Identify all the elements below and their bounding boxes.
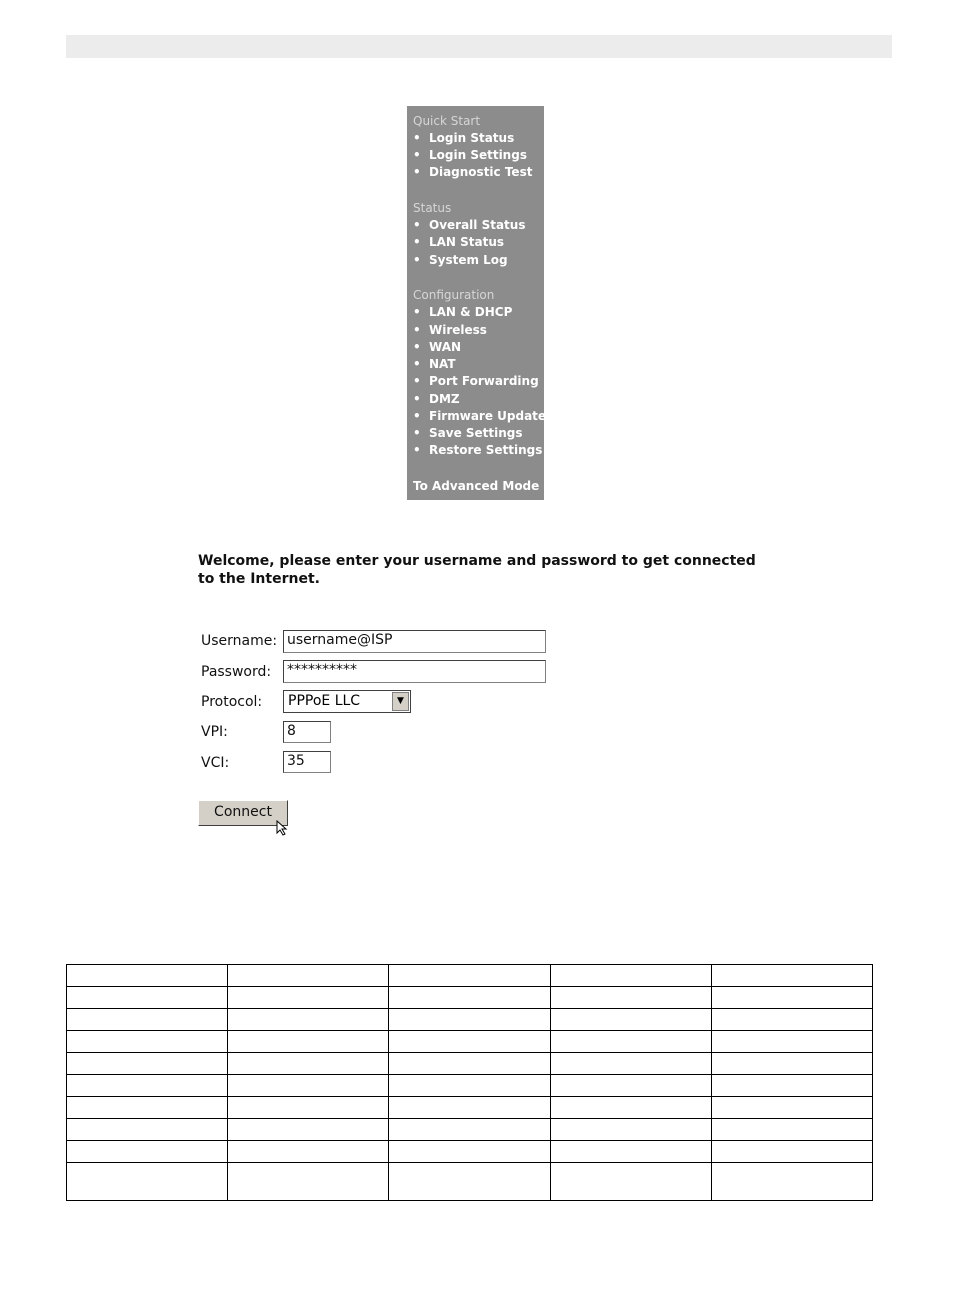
welcome-line-1: Welcome, please enter your username and password to get connected xyxy=(198,553,756,569)
vci-field[interactable]: 35 xyxy=(283,751,331,773)
menu-item-label: NAT xyxy=(429,357,456,371)
table-cell xyxy=(711,1075,872,1097)
menu-item-label: Firmware Update xyxy=(429,409,547,423)
bullet-icon: • xyxy=(413,374,421,388)
table-row xyxy=(67,1141,873,1163)
table-cell xyxy=(711,987,872,1009)
table-cell xyxy=(67,1119,228,1141)
menu-item-system-log[interactable] xyxy=(413,253,508,267)
menu-item-label: DMZ xyxy=(429,392,460,406)
menu-item-port-forwarding[interactable] xyxy=(413,374,539,388)
menu-item-login-status[interactable] xyxy=(413,131,514,145)
table-cell xyxy=(711,1163,872,1201)
table-cell xyxy=(389,1163,550,1201)
table-cell xyxy=(228,1053,389,1075)
menu-item-wan[interactable] xyxy=(413,340,461,354)
table-cell xyxy=(550,1053,711,1075)
table-cell xyxy=(711,1097,872,1119)
menu-item-nat[interactable] xyxy=(413,357,456,371)
table-cell xyxy=(228,965,389,987)
table-row xyxy=(67,1119,873,1141)
menu-item-firmware-update[interactable] xyxy=(413,409,546,423)
table-row xyxy=(67,1075,873,1097)
protocol-select[interactable] xyxy=(283,690,411,713)
password-field[interactable]: ********** xyxy=(283,660,546,683)
menu-item-label: Diagnostic Test xyxy=(429,165,533,179)
table-cell xyxy=(228,987,389,1009)
menu-item-label: LAN & DHCP xyxy=(429,305,513,319)
table-cell xyxy=(389,1097,550,1119)
table-cell xyxy=(228,1075,389,1097)
table-cell xyxy=(550,1141,711,1163)
table-cell xyxy=(711,1141,872,1163)
bullet-icon: • xyxy=(413,357,421,371)
menu-item-login-settings[interactable] xyxy=(413,148,527,162)
table-cell xyxy=(550,1163,711,1201)
table-cell xyxy=(550,1075,711,1097)
bullet-icon: • xyxy=(413,235,421,249)
table-cell xyxy=(228,1163,389,1201)
menu-item-label: Restore Settings xyxy=(429,443,543,457)
bullet-icon: • xyxy=(413,165,421,179)
username-field[interactable]: username@ISP xyxy=(283,630,546,653)
bullet-icon: • xyxy=(413,305,421,319)
menu-item-label: Save Settings xyxy=(429,426,523,440)
menu-item-lan-dhcp[interactable] xyxy=(413,305,512,319)
table-row xyxy=(67,1163,873,1201)
navigation-menu xyxy=(407,106,547,500)
table-row xyxy=(67,965,873,987)
table-cell xyxy=(550,1031,711,1053)
protocol-selected-value: PPPoE LLC xyxy=(288,693,361,709)
welcome-message xyxy=(198,552,798,588)
table-cell xyxy=(67,1053,228,1075)
table-row xyxy=(67,1009,873,1031)
table-cell xyxy=(228,1009,389,1031)
table-cell xyxy=(228,1097,389,1119)
mouse-pointer-icon xyxy=(276,820,290,836)
table-cell xyxy=(389,1141,550,1163)
table-cell xyxy=(67,1031,228,1053)
bullet-icon: • xyxy=(413,131,421,145)
table-cell xyxy=(67,1009,228,1031)
table-cell xyxy=(711,1053,872,1075)
table-row xyxy=(67,987,873,1009)
vci-label: VCI: xyxy=(201,755,230,771)
menu-section-quick-start: Quick Start xyxy=(413,114,481,128)
table-cell xyxy=(550,1119,711,1141)
table-cell xyxy=(67,1097,228,1119)
table-cell xyxy=(711,1031,872,1053)
menu-item-label: Wireless xyxy=(429,323,487,337)
menu-item-dmz[interactable] xyxy=(413,392,460,406)
table-cell xyxy=(67,987,228,1009)
table-cell xyxy=(550,965,711,987)
menu-item-label: Login Settings xyxy=(429,148,527,162)
vpi-label: VPI: xyxy=(201,724,228,740)
table-cell xyxy=(67,1163,228,1201)
table-cell xyxy=(389,965,550,987)
menu-item-label: LAN Status xyxy=(429,235,505,249)
bullet-icon: • xyxy=(413,323,421,337)
table-cell xyxy=(389,1053,550,1075)
table-cell xyxy=(389,1075,550,1097)
advanced-mode-link[interactable]: To Advanced Mode xyxy=(413,479,540,493)
bullet-icon: • xyxy=(413,443,421,457)
table-cell xyxy=(67,1141,228,1163)
menu-item-restore-settings[interactable] xyxy=(413,443,542,457)
password-label: Password: xyxy=(201,664,272,680)
menu-item-wireless[interactable] xyxy=(413,323,487,337)
menu-item-diagnostic-test[interactable] xyxy=(413,165,532,179)
table-cell xyxy=(228,1141,389,1163)
bullet-icon: • xyxy=(413,340,421,354)
menu-item-label: Login Status xyxy=(429,131,515,145)
username-label: Username: xyxy=(201,633,278,649)
table-cell xyxy=(550,987,711,1009)
table-cell xyxy=(550,1097,711,1119)
table-row xyxy=(67,1031,873,1053)
menu-item-label: Port Forwarding xyxy=(429,374,539,388)
table-cell xyxy=(389,1031,550,1053)
menu-section-configuration: Configuration xyxy=(413,288,495,302)
menu-item-label: Overall Status xyxy=(429,218,526,232)
menu-item-label: WAN xyxy=(429,340,462,354)
empty-table xyxy=(66,964,873,1201)
table-cell xyxy=(228,1119,389,1141)
bullet-icon: • xyxy=(413,253,421,267)
bullet-icon: • xyxy=(413,148,421,162)
vpi-field[interactable]: 8 xyxy=(283,721,331,743)
dropdown-arrow-icon[interactable]: ▼ xyxy=(392,692,409,711)
table-cell xyxy=(67,965,228,987)
table-row xyxy=(67,1097,873,1119)
table-cell xyxy=(711,1009,872,1031)
table-cell xyxy=(711,1119,872,1141)
bullet-icon: • xyxy=(413,218,421,232)
menu-section-status: Status xyxy=(413,201,452,215)
table-cell xyxy=(550,1009,711,1031)
bullet-icon: • xyxy=(413,392,421,406)
table-cell xyxy=(228,1031,389,1053)
menu-item-label: System Log xyxy=(429,253,508,267)
table-cell xyxy=(67,1075,228,1097)
menu-item-save-settings[interactable] xyxy=(413,426,523,440)
connect-button[interactable]: Connect xyxy=(198,800,288,826)
menu-item-lan-status[interactable] xyxy=(413,235,504,249)
protocol-label: Protocol: xyxy=(201,694,263,710)
page-header-bar xyxy=(66,35,892,58)
table-cell xyxy=(711,965,872,987)
menu-item-overall-status[interactable] xyxy=(413,218,525,232)
table-cell xyxy=(389,1119,550,1141)
table-cell xyxy=(389,987,550,1009)
welcome-line-2: to the Internet. xyxy=(198,571,320,587)
bullet-icon: • xyxy=(413,409,421,423)
bullet-icon: • xyxy=(413,426,421,440)
table-row xyxy=(67,1053,873,1075)
table-cell xyxy=(389,1009,550,1031)
